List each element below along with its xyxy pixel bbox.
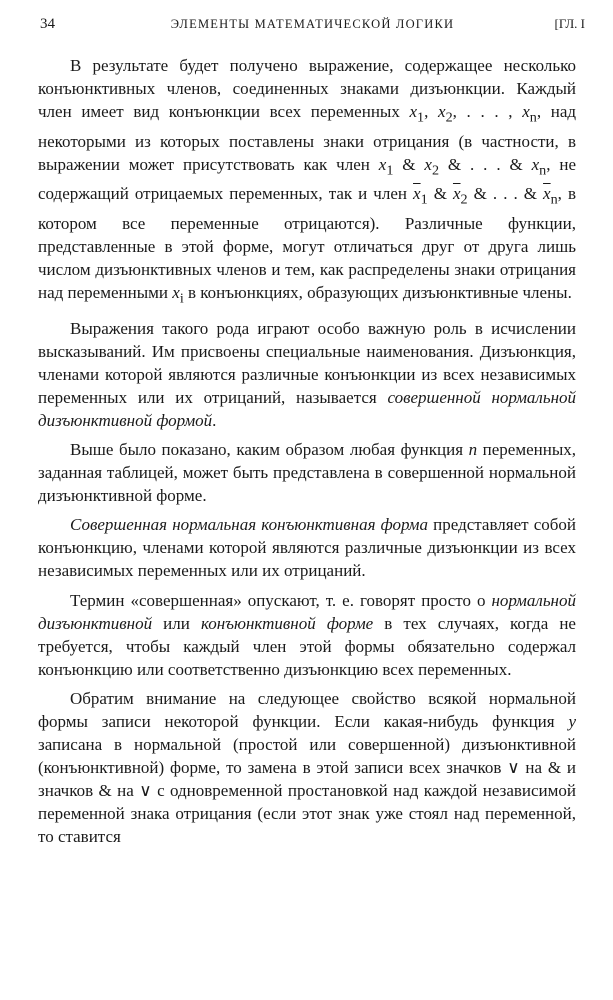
formula-plain-conjunction: $x_1$ & $x_2$ & . . . & $x_n$ [378,154,547,179]
formula-variables-list: $x_1$, $x_2$, . . . , $x_n$ [409,102,537,126]
variable-y: y [568,712,576,731]
text-run: , над некоторыми из которых поставлены знаки отрицания (в частности, в выражении может присутствовать как член [38,102,577,174]
page-number: 34 [40,16,55,32]
formula-xi: $x_i$ [172,283,184,307]
text-run: , в котором все переменные отрицаются). Различные функции, представленные в этой форме, могут отличаться друг от друга лишь числом дизъюнктивных членов и тем, как распределены знаки отрицания над переменными [38,184,576,303]
body-text [38,54,576,855]
text-run: , не содержащий отрицаемых переменных, так и член [38,154,576,204]
text-run: В результате будет получено выражение, содержащее несколько конъюнктивных членов, соединенных знаками дизъюнкции. Каждый член имеет вид конъюнкции всех переменных [38,56,576,122]
term-perfect-dnf: совершенной нормальной дизъюнктивной формой [38,387,577,430]
text-run: в тех случаях, когда не требуется, чтобы каждый член этой формы обязательно содержал конъюнкцию или соответственно дизъюнкцию всех переменных. [38,613,576,679]
term-perfect-cnf: Совершенная нормальная конъюнктивная форма [70,515,428,535]
text-run: или [152,613,201,633]
text-run: Выше было показано, каким образом любая функция [70,439,469,459]
paragraph-3 [38,438,576,507]
text-run: в конъюнкциях, образующих дизъюнктивные члены. [183,283,572,303]
term-cnf: конъюнктивной форме [200,613,374,633]
text-run: Обратим внимание на следующее свойство всякой нормальной формы записи некоторой функции. Если какая-нибудь функция [38,688,576,731]
paragraph-6 [38,687,576,849]
text-run: Выражения такого рода играют особо важную роль в исчислении высказываний. Им присвоены специальные наименования. Дизъюнкция, членами которой являются различные конъюнкции из всех независимых переменных или их отрицаний, называется [38,318,576,407]
text-run: Термин «совершенная» опускают, т. е. говорят просто о [70,590,492,610]
paragraph-4 [38,513,576,582]
paragraph-5 [38,589,576,681]
chapter-label: [ГЛ. I [554,16,585,31]
text-run: . [212,410,217,430]
formula-negated-conjunction: $\overline{x}_1$ & $\overline{x}_2$ & . . . & $\overline{x}_n$ [413,184,558,208]
term-normal-dnf: нормальной дизъюнктивной [38,590,576,633]
running-title: ЭЛЕМЕНТЫ МАТЕМАТИЧЕСКОЙ ЛОГИКИ [170,17,455,31]
paragraph-1 [38,54,576,311]
variable-n: n [468,439,478,459]
text-run: переменных, заданная таблицей, может быть представлена в совершенной нормальной дизъюнктивной форме. [38,439,576,506]
paragraph-2 [38,317,576,432]
running-header [40,16,585,40]
text-run: записана в нормальной (простой или совершенной) дизъюнктивной (конъюнктивной) форме, то замена в этой записи всех значков ∨ на & и значков & на ∨ с одновременной простановкой над каждой независимой переменной знака отрицания (если этот знак уже стоял над переменной, то ставится [38,735,576,847]
text-run: представляет собой конъюнкцию, членами которой являются различные дизъюнкции из всех независимых переменных или их отрицаний. [38,515,576,581]
